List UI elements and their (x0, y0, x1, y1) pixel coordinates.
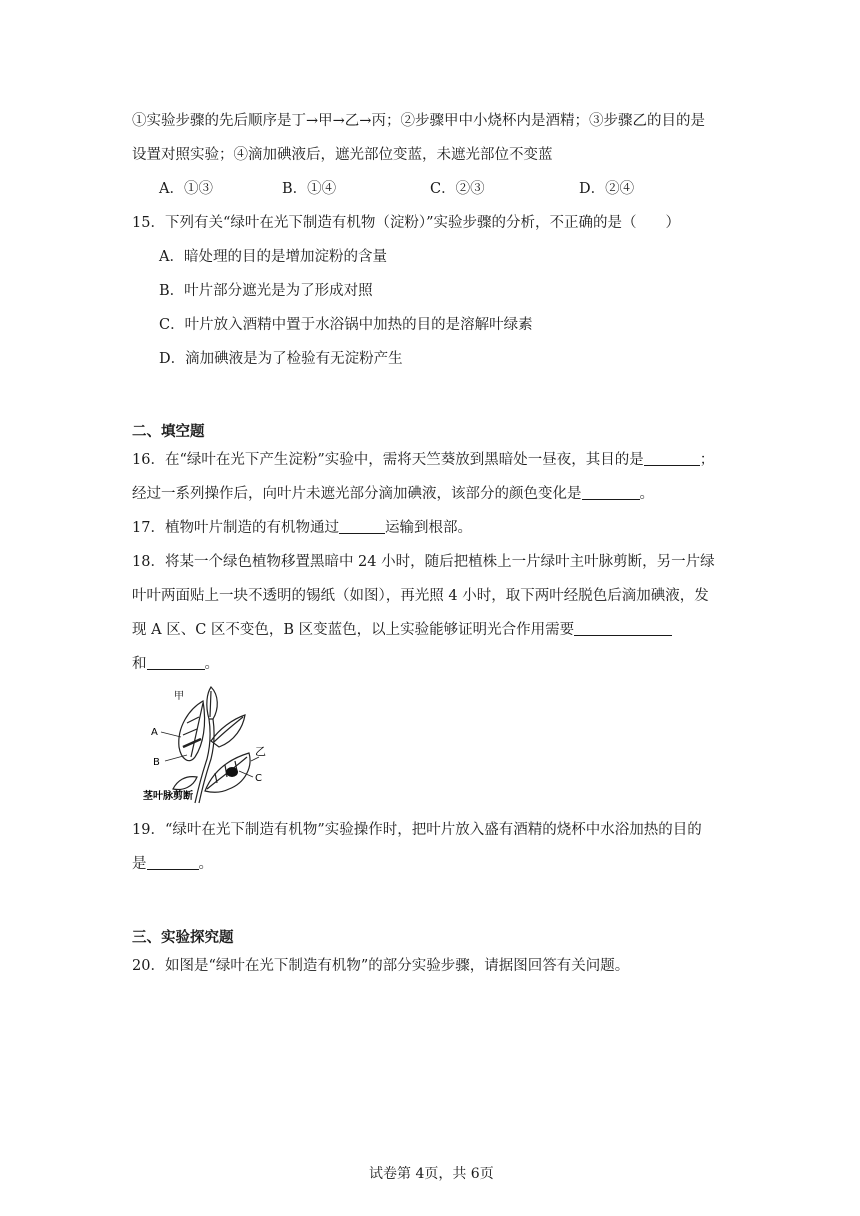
q16-line1-end: ； (699, 452, 715, 468)
q14-stem-line2: 设置对照实验；④滴加碘液后，遮光部位变蓝，未遮光部位不变蓝 (132, 147, 553, 163)
q18-line1: 18．将某一个绿色植物移置黑暗中 24 小时，随后把植株上一片绿叶主叶脉剪断，另一片绿 (132, 554, 715, 570)
leaf-experiment-figure (143, 685, 275, 807)
q18-line4 (132, 654, 219, 674)
q18-answer-blank-2[interactable] (147, 655, 205, 670)
q17-answer-blank[interactable] (339, 519, 385, 534)
q16-line2-end: 。 (639, 486, 654, 502)
foil-patch (226, 767, 238, 777)
q19-line2 (132, 854, 213, 874)
q17-text-a: 17．植物叶片制造的有机物通过 (132, 520, 339, 536)
section-heading-fill-blank: 二、填空题 (132, 423, 205, 440)
q15-stem: 15．下列有关“绿叶在光下制造有机物（淀粉）”实验步骤的分析，不正确的是（ ） (132, 215, 681, 231)
q16-line1 (132, 450, 714, 470)
figure-label-b: B (153, 757, 160, 768)
page-footer: 试卷第 4页，共 6页 (369, 1166, 494, 1182)
q16-answer-blank-2[interactable] (582, 485, 640, 500)
q14-option-a: A．①③ (159, 181, 213, 197)
figure-label-c: C (255, 773, 262, 784)
q19-line1: 19．“绿叶在光下制造有机物”实验操作时，把叶片放入盛有酒精的烧杯中水浴加热的目的 (132, 822, 702, 838)
q18-line2: 叶叶两面贴上一块不透明的锡纸（如图），再光照 4 小时，取下两叶经脱色后滴加碘液，发 (132, 588, 709, 604)
q16-answer-blank-1[interactable] (644, 451, 700, 466)
q15-option-b: B．叶片部分遮光是为了形成对照 (159, 283, 373, 299)
q18-line4-text: 和 (132, 656, 147, 672)
figure-caption: 茎叶脉剪断 (143, 791, 193, 802)
q15-option-c: C．叶片放入酒精中置于水浴锅中加热的目的是溶解叶绿素 (159, 317, 533, 333)
q18-answer-blank-1[interactable] (574, 621, 672, 636)
q19-line2-text: 是 (132, 856, 147, 872)
q19-answer-blank[interactable] (147, 855, 199, 870)
q20-stem: 20．如图是“绿叶在光下制造有机物”的部分实验步骤，请据图回答有关问题。 (132, 958, 630, 974)
q19-line2-end: 。 (198, 856, 213, 872)
q17-text-b: 运输到根部。 (384, 520, 472, 536)
q14-option-b: B．①④ (282, 181, 337, 197)
q18-line3-text: 现 A 区、C 区不变色，B 区变蓝色，以上实验能够证明光合作用需要 (132, 622, 575, 638)
q15-option-d: D．滴加碘液是为了检验有无淀粉产生 (159, 351, 403, 367)
q14-option-c: C．②③ (430, 181, 485, 197)
q16-line1-text: 16．在“绿叶在光下产生淀粉”实验中，需将天竺葵放到黑暗处一昼夜，其目的是 (132, 452, 644, 468)
q18-line3 (132, 620, 672, 640)
q14-stem-line1: ①实验步骤的先后顺序是丁→甲→乙→丙；②步骤甲中小烧杯内是酒精；③步骤乙的目的是 (132, 113, 705, 129)
figure-label-jia: 甲 (174, 691, 184, 702)
q18-line4-end: 。 (204, 656, 219, 672)
section-heading-experiment: 三、实验探究题 (132, 929, 234, 946)
plant-drawing (161, 687, 259, 803)
figure-label-yi: 乙 (255, 745, 266, 758)
q16-line2 (132, 484, 654, 504)
q16-line2-text: 经过一系列操作后，向叶片未遮光部分滴加碘液，该部分的颜色变化是 (132, 486, 582, 502)
q17-line (132, 518, 472, 538)
q15-option-a: A．暗处理的目的是增加淀粉的含量 (159, 249, 387, 265)
figure-label-a: A (151, 727, 158, 738)
q14-option-d: D．②④ (579, 181, 635, 197)
